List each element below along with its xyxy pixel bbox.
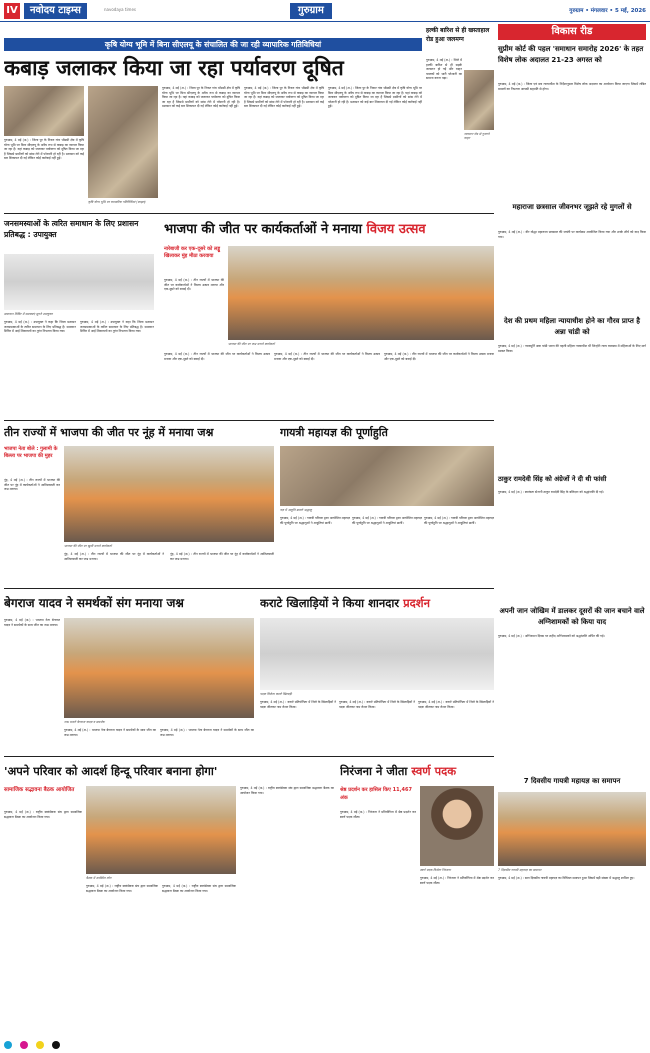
reg-mark-magenta xyxy=(20,1041,28,1049)
lead-caption: कृषि योग्य भूमि पर व्यापारिक गतिविधियां (फाइल) xyxy=(88,200,146,204)
nirjana-body: गुरुग्राम, 4 मई (अ.) : निरंजना ने प्रतियोगिता में श्रेष्ठ प्रदर्शन कर स्वर्ण पदक जीता। xyxy=(340,810,416,819)
divider xyxy=(4,588,494,589)
sidebar-item-1-body: गुरुग्राम, 4 मई (अ.) : जिला एवं सत्र न्यायाधीश के निर्देशानुसार विशेष लोक अदालत का आयोजन किया जाएगा जिसमें लंबित मामलों का निपटारा आपसी सहमति से होगा। xyxy=(498,82,646,91)
begraj-photo xyxy=(64,618,254,718)
reg-mark-cyan xyxy=(4,1041,12,1049)
gayatri-photo xyxy=(280,446,494,506)
masthead xyxy=(0,0,650,22)
weather-headline: हल्की बारिश से ही खस्ताहाल रोड हुआ जलमग्न xyxy=(426,27,490,43)
sidebar-item-1-headline: सुप्रीम कोर्ट की पहल 'समाधान समारोह 2026' के तहत विशेष लोक अदालत 21-23 अगस्त को xyxy=(498,45,644,64)
top-band: कृषि योग्य भूमि में बिना सीएलयू के संचालित की जा रही व्यापारिक गतिविधियां xyxy=(4,38,422,51)
family-body-col3: गुरुग्राम, 4 मई (अ.) : राष्ट्रीय स्वयंसेवक संघ द्वारा सामाजिक सद्भावना बैठक का आयोजन किया गया। xyxy=(162,884,236,893)
nuh-subhead: भाजपा नेता बोले : गुलामी के बिल्ला पर भाजपा की मुहर xyxy=(4,446,58,459)
sidebar-item-5-headline: अपनी जान जोखिम में डालकर दूसरों की जान बचाने वाले अग्निशामकों को किया याद xyxy=(499,607,645,626)
bjp-headline-accent: विजय उत्सव xyxy=(366,222,426,237)
karate-headline-accent: प्रदर्शन xyxy=(403,596,430,610)
sidebar-item-2-body: गुरुग्राम, 4 मई (अ.) : वीर योद्धा महाराजा छत्रसाल की जयंती पर कार्यक्रम आयोजित किया गया और उनके शौर्य को याद किया गया। xyxy=(498,230,646,239)
bjp-caption: भाजपा की जीत पर जश्न मनाते कार्यकर्ता xyxy=(228,342,275,346)
family-body: गुरुग्राम, 4 मई (अ.) : राष्ट्रीय स्वयंसेवक संघ द्वारा सामाजिक सद्भावना बैठक का आयोजन किया गया। xyxy=(4,810,82,819)
weather-body: गुरुग्राम, 4 मई (अ.) : जिले में हल्की बारिश से ही सड़कें जलमग्न हो गईं और वाहन चालकों को भारी परेशानी का सामना करना पड़ा। xyxy=(426,58,462,81)
bjp-body-col3: गुरुग्राम, 4 मई (अ.) : तीन राज्यों में भाजपा की जीत पर कार्यकर्ताओं ने विजय उत्सव मनाया और एक-दूसरे को बधाई दी। xyxy=(274,352,380,361)
gayatri-caption: यज्ञ में आहुति डालते श्रद्धालु xyxy=(280,508,312,512)
lead-body-col4: गुरुग्राम, 4 मई (अ.) : जिला पुर के निकट गांव भोंडसी क्षेत्र में कृषि योग्य भूमि पर बिना सीएलयू के अवैध रूप से कबाड़ का व्यापार किया जा रहा है। यहां कबाड़ को जलाकर पर्यावरण को दूषित किया जा रहा है जिससे ग्रामीणों को सांस लेने में परेशानी हो रही है। प्रशासन को कई बार शिकायत दी गई लेकिन कोई कार्रवाई नहीं हुई। xyxy=(328,86,422,109)
sidebar-item-3-headline: देश की प्रथम महिला न्यायाधीश होने का गौरव प्राप्त है अन्ना चांडी को xyxy=(504,317,640,336)
admin-caption: समाधान शिविर में समस्याएं सुनते उपायुक्त xyxy=(4,312,53,316)
family-photo xyxy=(86,786,236,874)
bjp-subhead: नारेबाजी कर एक-दूसरे को लड्डू खिलाकर मुंह मीठा करवाया xyxy=(164,246,221,259)
sidebar-item-6-caption: 7 दिवसीय गायत्री महायज्ञ का समापन xyxy=(498,868,542,872)
dateline: गुरुग्राम • मंगलवार • 5 मई, 2026 xyxy=(569,8,646,14)
weather-caption: जलमग्न रोड से गुजरते वाहन xyxy=(464,132,490,140)
begraj-body-col3: गुरुग्राम, 4 मई (अ.) : भाजपा नेता बेगराज यादव ने समर्थकों के साथ जीत का जश्न मनाया। xyxy=(160,728,254,737)
family-subhead: सामाजिक सद्भावना बैठक आयोजित xyxy=(4,787,75,793)
gayatri-body: गुरुग्राम, 4 मई (अ.) : गायत्री परिवार द्वारा आयोजित महायज्ञ की पूर्णाहुति पर श्रद्धालुओं ने आहुतियां डालीं। xyxy=(280,516,350,525)
reg-mark-black xyxy=(52,1041,60,1049)
lead-body-col2: गुरुग्राम, 4 मई (अ.) : जिला पुर के निकट गांव भोंडसी क्षेत्र में कृषि योग्य भूमि पर बिना सीएलयू के अवैध रूप से कबाड़ का व्यापार किया जा रहा है। यहां कबाड़ को जलाकर पर्यावरण को दूषित किया जा रहा है जिससे ग्रामीणों को सांस लेने में परेशानी हो रही है। प्रशासन को कई बार शिकायत दी गई लेकिन कोई कार्रवाई नहीं हुई। xyxy=(162,86,240,109)
nuh-body-col2: नूंह, 4 मई (अ.) : तीन राज्यों में भाजपा की जीत पर नूंह में कार्यकर्ताओं ने आतिशबाजी कर जश्न मनाया। xyxy=(64,552,164,561)
divider xyxy=(4,420,494,421)
karate-body: गुरुग्राम, 4 मई (अ.) : कराटे प्रतियोगिता में जिले के खिलाड़ियों ने पदक जीतकर नाम रोशन किया। xyxy=(260,700,336,709)
nirjana-body-col2: गुरुग्राम, 4 मई (अ.) : निरंजना ने प्रतियोगिता में श्रेष्ठ प्रदर्शन कर स्वर्ण पदक जीता। xyxy=(420,876,494,885)
registration-marks xyxy=(4,1034,644,1042)
family-caption: बैठक में उपस्थित लोग xyxy=(86,876,112,880)
admin-headline: जनसमस्याओं के त्वरित समाधान के लिए प्रशासन प्रतिबद्ध : उपायुक्त xyxy=(4,219,139,239)
lead-photo xyxy=(88,86,158,198)
divider xyxy=(4,756,494,757)
sidebar-item-5-body: गुरुग्राम, 4 मई (अ.) : अग्निशमन दिवस पर शहीद अग्निशामकों को श्रद्धांजलि अर्पित की गई। xyxy=(498,634,605,638)
begraj-body: गुरुग्राम, 4 मई (अ.) : भाजपा नेता बेगराज यादव ने समर्थकों के साथ जीत का जश्न मनाया। xyxy=(4,618,60,627)
nuh-body-col3: नूंह, 4 मई (अ.) : तीन राज्यों में भाजपा की जीत पर नूंह में कार्यकर्ताओं ने आतिशबाजी कर जश्न मनाया। xyxy=(170,552,274,561)
karate-photo xyxy=(260,618,494,690)
family-body-col2: गुरुग्राम, 4 मई (अ.) : राष्ट्रीय स्वयंसेवक संघ द्वारा सामाजिक सद्भावना बैठक का आयोजन किया गया। xyxy=(86,884,158,893)
lead-body-col1: गुरुग्राम, 4 मई (अ.) : जिला पुर के निकट गांव भोंडसी क्षेत्र में कृषि योग्य भूमि पर बिना सीएलयू के अवैध रूप से कबाड़ का व्यापार किया जा रहा है। यहां कबाड़ को जलाकर पर्यावरण को दूषित किया जा रहा है जिससे ग्रामीणों को सांस लेने में परेशानी हो रही है। प्रशासन को कई बार शिकायत दी गई लेकिन कोई कार्रवाई नहीं हुई। xyxy=(4,138,84,161)
nirjana-caption: स्वर्ण पदक विजेता निरंजना xyxy=(420,868,451,872)
nirjana-subhead: श्रेष्ठ प्रदर्शन कर हासिल किए 11,467 अंक xyxy=(340,787,412,801)
nuh-caption: भाजपा की जीत पर खुशी मनाते कार्यकर्ता xyxy=(64,544,112,548)
family-body-col4: गुरुग्राम, 4 मई (अ.) : राष्ट्रीय स्वयंसेवक संघ द्वारा सामाजिक सद्भावना बैठक का आयोजन किया गया। xyxy=(240,786,334,795)
gayatri-body-col3: गुरुग्राम, 4 मई (अ.) : गायत्री परिवार द्वारा आयोजित महायज्ञ की पूर्णाहुति पर श्रद्धालुओं ने आहुतियां डालीं। xyxy=(424,516,494,525)
begraj-body-col2: गुरुग्राम, 4 मई (अ.) : भाजपा नेता बेगराज यादव ने समर्थकों के साथ जीत का जश्न मनाया। xyxy=(64,728,156,737)
nuh-headline: तीन राज्यों में भाजपा की जीत पर नूंह में मनाया जश्न xyxy=(4,426,214,439)
lead-photo-inset xyxy=(4,86,84,136)
gayatri-body-col2: गुरुग्राम, 4 मई (अ.) : गायत्री परिवार द्वारा आयोजित महायज्ञ की पूर्णाहुति पर श्रद्धालुओं ने आहुतियां डालीं। xyxy=(352,516,422,525)
begraj-headline: बेगराज यादव ने समर्थकों संग मनाया जश्न xyxy=(4,596,184,610)
sidebar-item-3-body: गुरुग्राम, 4 मई (अ.) : न्यायमूर्ति अन्ना चांडी भारत की पहली महिला न्यायाधीश थीं जिन्होंने न्याय व्यवस्था में महिलाओं के लिए मार्ग प्रशस्त किया। xyxy=(498,344,646,353)
page-number: IV xyxy=(4,3,20,19)
weather-photo xyxy=(464,70,494,130)
sidebar-item-4-body: गुरुग्राम, 4 मई (अ.) : स्वतंत्रता सेनानी ठाकुर रामदेवी सिंह के बलिदान को श्रद्धांजलि दी गई। xyxy=(498,490,604,494)
sidebar xyxy=(498,24,648,1036)
nirjana-photo xyxy=(420,786,494,866)
family-headline: 'अपने परिवार को आदर्श हिन्दू परिवार बनाना होगा' xyxy=(4,764,218,778)
gayatri-headline: गायत्री महायज्ञ की पूर्णाहुति xyxy=(280,426,388,439)
sidebar-item-4-headline: ठाकुर रामदेवी सिंह को अंग्रेजों ने दी थी फांसी xyxy=(498,475,607,483)
nirjana-headline-accent: स्वर्ण पदक xyxy=(411,764,457,778)
lead-headline: कबाड़ जलाकर किया जा रहा पर्यावरण दूषित xyxy=(4,55,344,80)
admin-photo xyxy=(4,254,154,310)
karate-body-col2: गुरुग्राम, 4 मई (अ.) : कराटे प्रतियोगिता में जिले के खिलाड़ियों ने पदक जीतकर नाम रोशन किया। xyxy=(339,700,415,709)
paper-name: नवोदय टाइम्स xyxy=(24,3,87,19)
karate-headline xyxy=(260,592,494,614)
small-note: navodaya times xyxy=(104,7,137,12)
nirjana-headline-main: निरंजना ने जीता xyxy=(340,764,408,778)
divider xyxy=(4,213,494,214)
sidebar-item-6-photo xyxy=(498,792,646,866)
sidebar-item-6-body: गुरुग्राम, 4 मई (अ.) : सात दिवसीय गायत्री महायज्ञ का विधिवत समापन हुआ जिसमें बड़ी संख्या में श्रद्धालु शामिल हुए। xyxy=(498,876,635,880)
admin-body-col2: गुरुग्राम, 4 मई (अ.) : उपायुक्त ने कहा कि जिला प्रशासन जनसमस्याओं के त्वरित समाधान के लिए प्रतिबद्ध है। समाधान शिविर में आई शिकायतों का तुरंत निपटारा किया गया। xyxy=(80,320,154,334)
karate-body-col3: गुरुग्राम, 4 मई (अ.) : कराटे प्रतियोगिता में जिले के खिलाड़ियों ने पदक जीतकर नाम रोशन किया। xyxy=(418,700,494,709)
bjp-body-col2: गुरुग्राम, 4 मई (अ.) : तीन राज्यों में भाजपा की जीत पर कार्यकर्ताओं ने विजय उत्सव मनाया और एक-दूसरे को बधाई दी। xyxy=(164,352,270,361)
bjp-body-col4: गुरुग्राम, 4 मई (अ.) : तीन राज्यों में भाजपा की जीत पर कार्यकर्ताओं ने विजय उत्सव मनाया और एक-दूसरे को बधाई दी। xyxy=(384,352,494,361)
sidebar-item-2-headline: महाराजा छत्रसाल जीवनभर जूझते रहे मुगलों से xyxy=(512,203,632,211)
bjp-body: गुरुग्राम, 4 मई (अ.) : तीन राज्यों में भाजपा की जीत पर कार्यकर्ताओं ने विजय उत्सव मनाया और एक-दूसरे को बधाई दी। xyxy=(164,278,224,292)
sidebar-label: विकास रीड xyxy=(498,24,646,40)
sidebar-item-6-headline: 7 दिवसीय गायत्री महायज्ञ का समापन xyxy=(523,777,621,785)
bjp-photo xyxy=(228,246,494,340)
begraj-caption: जश्न मनाते बेगराज यादव व समर्थक xyxy=(64,720,105,724)
bjp-headline xyxy=(164,218,494,242)
lead-body-col3: गुरुग्राम, 4 मई (अ.) : जिला पुर के निकट गांव भोंडसी क्षेत्र में कृषि योग्य भूमि पर बिना सीएलयू के अवैध रूप से कबाड़ का व्यापार किया जा रहा है। यहां कबाड़ को जलाकर पर्यावरण को दूषित किया जा रहा है जिससे ग्रामीणों को सांस लेने में परेशानी हो रही है। प्रशासन को कई बार शिकायत दी गई लेकिन कोई कार्रवाई नहीं हुई। xyxy=(244,86,324,109)
reg-mark-yellow xyxy=(36,1041,44,1049)
admin-body: गुरुग्राम, 4 मई (अ.) : उपायुक्त ने कहा कि जिला प्रशासन जनसमस्याओं के त्वरित समाधान के लिए प्रतिबद्ध है। समाधान शिविर में आई शिकायतों का तुरंत निपटारा किया गया। xyxy=(4,320,76,334)
bjp-headline-main: भाजपा की जीत पर कार्यकर्ताओं ने मनाया xyxy=(164,222,362,237)
nuh-body: नूंह, 4 मई (अ.) : तीन राज्यों में भाजपा की जीत पर नूंह में कार्यकर्ताओं ने आतिशबाजी कर जश्न मनाया। xyxy=(4,478,60,492)
section-name: गुरुग्राम xyxy=(290,3,332,19)
karate-caption: पदक विजेता कराटे खिलाड़ी xyxy=(260,692,292,696)
nuh-photo xyxy=(64,446,274,542)
karate-headline-main: कराटे खिलाड़ियों ने किया शानदार xyxy=(260,596,400,610)
nirjana-headline xyxy=(340,760,494,782)
